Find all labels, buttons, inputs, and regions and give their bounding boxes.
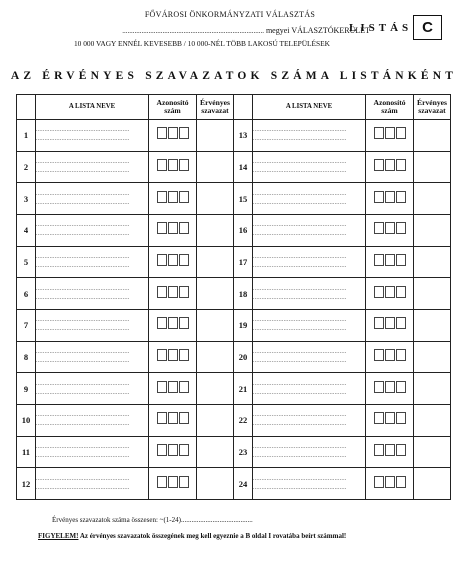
id-digit-box[interactable] <box>157 127 167 139</box>
list-name-dotted-line: ....................................................... <box>253 326 347 333</box>
row-number: 14 <box>234 151 253 183</box>
list-name-dotted-line: ....................................................... <box>36 222 130 229</box>
id-number-field[interactable] <box>366 183 414 215</box>
valid-votes-field[interactable] <box>197 468 234 500</box>
id-number-field[interactable] <box>149 404 197 436</box>
list-name-field[interactable] <box>36 246 149 278</box>
id-digit-box[interactable] <box>385 317 395 329</box>
list-name-dotted-line: ....................................................... <box>253 136 347 143</box>
id-digit-box[interactable] <box>168 476 178 488</box>
list-name-dotted-line: ....................................................... <box>253 421 347 428</box>
valid-votes-field[interactable] <box>197 246 234 278</box>
list-name-field[interactable] <box>36 404 149 436</box>
form-type-label: LISTÁS <box>349 22 413 34</box>
valid-votes-field[interactable] <box>197 151 234 183</box>
header-valid-left: Érvényes szavazat <box>197 95 234 120</box>
id-digit-box[interactable] <box>385 476 395 488</box>
id-digit-boxes <box>374 349 406 361</box>
list-name-field[interactable] <box>253 468 366 500</box>
id-digit-box[interactable] <box>396 127 406 139</box>
table-row <box>17 373 451 405</box>
id-digit-box[interactable] <box>157 254 167 266</box>
valid-votes-field[interactable] <box>197 309 234 341</box>
id-digit-boxes <box>157 476 189 488</box>
id-digit-box[interactable] <box>374 222 384 234</box>
table-row <box>17 151 451 183</box>
list-name-dotted-line: ....................................................... <box>253 357 347 364</box>
id-digit-box[interactable] <box>385 254 395 266</box>
list-name-field[interactable] <box>36 436 149 468</box>
list-name-dotted-line: ....................................................... <box>36 285 130 292</box>
id-number-field[interactable] <box>149 436 197 468</box>
list-name-dotted-line: ....................................................... <box>253 190 347 197</box>
row-number: 10 <box>17 404 36 436</box>
id-number-field[interactable] <box>366 278 414 310</box>
id-number-field[interactable] <box>366 214 414 246</box>
valid-votes-field[interactable] <box>197 214 234 246</box>
list-name-dotted-line: ....................................................... <box>253 158 347 165</box>
valid-votes-field[interactable] <box>414 468 451 500</box>
list-name-dotted-line: ....................................................... <box>253 317 347 324</box>
id-digit-box[interactable] <box>157 222 167 234</box>
row-number: 17 <box>234 246 253 278</box>
row-number: 15 <box>234 183 253 215</box>
id-number-field[interactable] <box>366 436 414 468</box>
id-digit-box[interactable] <box>385 381 395 393</box>
list-name-field[interactable] <box>253 151 366 183</box>
id-digit-boxes <box>157 191 189 203</box>
id-digit-boxes <box>374 476 406 488</box>
row-number: 12 <box>17 468 36 500</box>
table-row <box>17 246 451 278</box>
list-name-dotted-line: ....................................................... <box>36 326 130 333</box>
list-name-field[interactable] <box>36 183 149 215</box>
list-name-field[interactable] <box>253 246 366 278</box>
list-name-dotted-line: ....................................................... <box>253 443 347 450</box>
list-name-dotted-line: ....................................................... <box>36 421 130 428</box>
id-digit-box[interactable] <box>179 381 189 393</box>
valid-votes-field[interactable] <box>414 373 451 405</box>
list-name-dotted-line: ....................................................... <box>253 452 347 459</box>
valid-votes-field[interactable] <box>197 404 234 436</box>
id-digit-box[interactable] <box>385 444 395 456</box>
id-number-field[interactable] <box>149 120 197 152</box>
row-number: 3 <box>17 183 36 215</box>
id-digit-boxes <box>374 254 406 266</box>
id-digit-box[interactable] <box>168 222 178 234</box>
id-digit-box[interactable] <box>168 191 178 203</box>
valid-votes-field[interactable] <box>414 278 451 310</box>
list-name-dotted-line: ....................................................... <box>253 294 347 301</box>
list-name-field[interactable] <box>36 341 149 373</box>
list-name-dotted-line: ....................................................... <box>36 167 130 174</box>
list-name-field[interactable] <box>253 214 366 246</box>
id-digit-box[interactable] <box>168 127 178 139</box>
table-row <box>17 278 451 310</box>
table-row <box>17 468 451 500</box>
id-digit-box[interactable] <box>157 317 167 329</box>
valid-votes-field[interactable] <box>197 183 234 215</box>
list-name-field[interactable] <box>36 468 149 500</box>
list-name-field[interactable] <box>36 120 149 152</box>
id-digit-box[interactable] <box>385 159 395 171</box>
id-digit-box[interactable] <box>374 159 384 171</box>
list-name-dotted-line: ....................................................... <box>253 475 347 482</box>
valid-votes-field[interactable] <box>197 278 234 310</box>
row-number: 1 <box>17 120 36 152</box>
list-name-dotted-line: ....................................................... <box>36 380 130 387</box>
row-number: 8 <box>17 341 36 373</box>
list-name-dotted-line: ....................................................... <box>36 136 130 143</box>
table-row <box>17 341 451 373</box>
id-digit-box[interactable] <box>374 381 384 393</box>
id-digit-box[interactable] <box>396 254 406 266</box>
id-digit-boxes <box>157 381 189 393</box>
id-digit-boxes <box>374 191 406 203</box>
id-digit-box[interactable] <box>168 444 178 456</box>
list-name-field[interactable] <box>36 214 149 246</box>
id-digit-box[interactable] <box>396 444 406 456</box>
warning-label: FIGYELEM! <box>38 532 79 540</box>
list-name-dotted-line: ....................................................... <box>253 412 347 419</box>
list-name-field[interactable] <box>253 278 366 310</box>
valid-votes-field[interactable] <box>414 151 451 183</box>
id-number-field[interactable] <box>366 151 414 183</box>
list-name-field[interactable] <box>36 278 149 310</box>
id-number-field[interactable] <box>366 309 414 341</box>
id-digit-box[interactable] <box>157 286 167 298</box>
list-name-dotted-line: ....................................................... <box>36 231 130 238</box>
id-digit-box[interactable] <box>396 317 406 329</box>
list-name-dotted-line: ....................................................... <box>36 317 130 324</box>
id-digit-box[interactable] <box>374 476 384 488</box>
id-digit-box[interactable] <box>385 412 395 424</box>
id-number-field[interactable] <box>149 183 197 215</box>
id-digit-box[interactable] <box>168 349 178 361</box>
id-digit-boxes <box>157 286 189 298</box>
id-number-field[interactable] <box>366 404 414 436</box>
id-digit-boxes <box>157 444 189 456</box>
id-digit-box[interactable] <box>396 159 406 171</box>
row-number: 6 <box>17 278 36 310</box>
list-name-field[interactable] <box>253 183 366 215</box>
list-name-dotted-line: ....................................................... <box>36 253 130 260</box>
table-row <box>17 183 451 215</box>
id-digit-boxes <box>374 286 406 298</box>
id-digit-box[interactable] <box>179 159 189 171</box>
id-digit-box[interactable] <box>374 412 384 424</box>
table-header-row <box>17 95 451 120</box>
valid-votes-field[interactable] <box>414 404 451 436</box>
id-digit-box[interactable] <box>374 444 384 456</box>
list-name-field[interactable] <box>36 309 149 341</box>
header-list-name-right: A LISTA NEVE <box>253 95 366 120</box>
id-digit-box[interactable] <box>179 317 189 329</box>
row-number: 20 <box>234 341 253 373</box>
table-row <box>17 120 451 152</box>
list-name-dotted-line: ....................................................... <box>36 190 130 197</box>
id-digit-box[interactable] <box>396 286 406 298</box>
list-name-dotted-line: ....................................................... <box>253 285 347 292</box>
id-digit-boxes <box>374 159 406 171</box>
id-number-field[interactable] <box>149 341 197 373</box>
header-id-right: Azonosító szám <box>366 95 414 120</box>
list-name-dotted-line: ....................................................... <box>253 348 347 355</box>
list-name-dotted-line: ....................................................... <box>36 475 130 482</box>
list-name-dotted-line: ....................................................... <box>36 348 130 355</box>
list-name-dotted-line: ....................................................... <box>253 199 347 206</box>
valid-votes-field[interactable] <box>414 120 451 152</box>
id-digit-box[interactable] <box>157 444 167 456</box>
id-number-field[interactable] <box>149 151 197 183</box>
id-digit-box[interactable] <box>157 191 167 203</box>
votes-table <box>16 94 451 500</box>
list-name-dotted-line: ....................................................... <box>253 253 347 260</box>
row-number: 23 <box>234 436 253 468</box>
table-row <box>17 214 451 246</box>
list-name-dotted-line: ....................................................... <box>36 158 130 165</box>
table-row <box>17 404 451 436</box>
list-name-field[interactable] <box>253 120 366 152</box>
election-title: FŐVÁROSI ÖNKORMÁNYZATI VÁLASZTÁS <box>144 10 316 19</box>
id-number-field[interactable] <box>366 468 414 500</box>
id-digit-box[interactable] <box>157 476 167 488</box>
id-digit-box[interactable] <box>374 127 384 139</box>
list-name-dotted-line: ....................................................... <box>36 484 130 491</box>
valid-votes-field[interactable] <box>414 309 451 341</box>
id-digit-boxes <box>374 444 406 456</box>
id-digit-box[interactable] <box>168 317 178 329</box>
header-id-left: Azonosító szám <box>149 95 197 120</box>
valid-votes-field[interactable] <box>414 341 451 373</box>
id-number-field[interactable] <box>149 278 197 310</box>
id-digit-box[interactable] <box>179 286 189 298</box>
row-number: 24 <box>234 468 253 500</box>
row-number: 4 <box>17 214 36 246</box>
settlement-category: 10 000 VAGY ENNÉL KEVESEBB / 10 000-NÉL TÖBB LAKOSÚ TELEPÜLÉSEK <box>73 39 331 48</box>
list-name-dotted-line: ....................................................... <box>36 199 130 206</box>
id-digit-box[interactable] <box>396 412 406 424</box>
list-name-dotted-line: ....................................................... <box>36 262 130 269</box>
id-digit-box[interactable] <box>385 349 395 361</box>
valid-votes-field[interactable] <box>197 436 234 468</box>
id-digit-box[interactable] <box>374 191 384 203</box>
list-name-dotted-line: ....................................................... <box>36 443 130 450</box>
list-name-dotted-line: ....................................................... <box>36 357 130 364</box>
id-digit-boxes <box>157 159 189 171</box>
id-number-field[interactable] <box>149 468 197 500</box>
id-digit-box[interactable] <box>179 444 189 456</box>
warning-note <box>38 532 346 540</box>
id-number-field[interactable] <box>149 309 197 341</box>
id-digit-boxes <box>374 317 406 329</box>
valid-votes-field[interactable] <box>197 120 234 152</box>
row-number: 5 <box>17 246 36 278</box>
row-number: 11 <box>17 436 36 468</box>
id-digit-box[interactable] <box>168 159 178 171</box>
total-votes-line: Érvényes szavazatok száma összesen: ~(1-24)......................................... <box>52 516 253 524</box>
id-digit-boxes <box>374 127 406 139</box>
id-digit-box[interactable] <box>374 286 384 298</box>
list-name-dotted-line: ....................................................... <box>36 127 130 134</box>
row-number: 7 <box>17 309 36 341</box>
valid-votes-field[interactable] <box>197 341 234 373</box>
list-name-field[interactable] <box>253 436 366 468</box>
list-name-dotted-line: ....................................................... <box>36 412 130 419</box>
list-name-dotted-line: ....................................................... <box>253 222 347 229</box>
id-number-field[interactable] <box>149 214 197 246</box>
id-digit-box[interactable] <box>168 381 178 393</box>
id-digit-box[interactable] <box>374 317 384 329</box>
valid-votes-field[interactable] <box>414 214 451 246</box>
list-name-dotted-line: ....................................................... <box>253 389 347 396</box>
valid-votes-field[interactable] <box>197 373 234 405</box>
id-digit-box[interactable] <box>374 254 384 266</box>
id-digit-box[interactable] <box>179 476 189 488</box>
id-digit-box[interactable] <box>374 349 384 361</box>
id-digit-box[interactable] <box>168 254 178 266</box>
id-digit-box[interactable] <box>396 381 406 393</box>
list-name-dotted-line: ....................................................... <box>253 484 347 491</box>
header-list-name-left: A LISTA NEVE <box>36 95 149 120</box>
valid-votes-field[interactable] <box>414 246 451 278</box>
id-digit-box[interactable] <box>168 412 178 424</box>
id-digit-box[interactable] <box>396 476 406 488</box>
header-num-left <box>17 95 36 120</box>
table-row <box>17 436 451 468</box>
id-digit-box[interactable] <box>168 286 178 298</box>
row-number: 18 <box>234 278 253 310</box>
id-number-field[interactable] <box>366 120 414 152</box>
id-digit-box[interactable] <box>179 349 189 361</box>
list-name-field[interactable] <box>253 404 366 436</box>
id-digit-box[interactable] <box>179 254 189 266</box>
list-name-dotted-line: ....................................................... <box>36 389 130 396</box>
valid-votes-field[interactable] <box>414 436 451 468</box>
id-digit-box[interactable] <box>396 191 406 203</box>
id-number-field[interactable] <box>366 373 414 405</box>
form-code-box: C <box>413 15 442 40</box>
table-row <box>17 309 451 341</box>
id-digit-box[interactable] <box>179 191 189 203</box>
id-digit-boxes <box>374 381 406 393</box>
header-valid-right: Érvényes szavazat <box>414 95 451 120</box>
id-digit-box[interactable] <box>179 127 189 139</box>
list-name-field[interactable] <box>36 373 149 405</box>
district-label: megyei VÁLASZTÓKERÜLET <box>265 26 370 35</box>
district-fill-line[interactable]: ................................................................................. <box>122 27 264 35</box>
list-name-field[interactable] <box>36 151 149 183</box>
id-digit-box[interactable] <box>179 412 189 424</box>
row-number: 2 <box>17 151 36 183</box>
id-digit-boxes <box>157 254 189 266</box>
row-number: 13 <box>234 120 253 152</box>
id-digit-boxes <box>157 127 189 139</box>
list-name-dotted-line: ....................................................... <box>36 294 130 301</box>
list-name-field[interactable] <box>253 373 366 405</box>
id-digit-box[interactable] <box>157 159 167 171</box>
id-digit-box[interactable] <box>157 381 167 393</box>
id-digit-box[interactable] <box>385 191 395 203</box>
id-number-field[interactable] <box>149 373 197 405</box>
id-digit-box[interactable] <box>179 222 189 234</box>
id-digit-box[interactable] <box>396 222 406 234</box>
list-name-dotted-line: ....................................................... <box>253 262 347 269</box>
id-number-field[interactable] <box>366 246 414 278</box>
id-digit-box[interactable] <box>157 412 167 424</box>
id-digit-boxes <box>157 349 189 361</box>
id-digit-boxes <box>157 317 189 329</box>
id-digit-box[interactable] <box>385 222 395 234</box>
id-digit-box[interactable] <box>385 286 395 298</box>
id-digit-box[interactable] <box>385 127 395 139</box>
id-number-field[interactable] <box>366 341 414 373</box>
row-number: 16 <box>234 214 253 246</box>
form-title: AZ ÉRVÉNYES SZAVAZATOK SZÁMA LISTÁNKÉNT <box>10 70 458 82</box>
warning-text: Az érvényes szavazatok összegének meg kell egyeznie a B oldal I rovatába beírt számmal! <box>78 532 347 540</box>
list-name-dotted-line: ....................................................... <box>253 231 347 238</box>
row-number: 19 <box>234 309 253 341</box>
valid-votes-field[interactable] <box>414 183 451 215</box>
district-line <box>30 26 370 35</box>
id-digit-box[interactable] <box>157 349 167 361</box>
row-number: 21 <box>234 373 253 405</box>
id-digit-boxes <box>374 412 406 424</box>
id-digit-boxes <box>157 412 189 424</box>
id-digit-boxes <box>157 222 189 234</box>
list-name-dotted-line: ....................................................... <box>253 127 347 134</box>
id-digit-boxes <box>374 222 406 234</box>
row-number: 9 <box>17 373 36 405</box>
list-name-dotted-line: ....................................................... <box>253 167 347 174</box>
list-name-dotted-line: ....................................................... <box>36 452 130 459</box>
id-digit-box[interactable] <box>396 349 406 361</box>
id-number-field[interactable] <box>149 246 197 278</box>
header-num-right <box>234 95 253 120</box>
list-name-dotted-line: ....................................................... <box>253 380 347 387</box>
list-name-field[interactable] <box>253 341 366 373</box>
row-number: 22 <box>234 404 253 436</box>
list-name-field[interactable] <box>253 309 366 341</box>
